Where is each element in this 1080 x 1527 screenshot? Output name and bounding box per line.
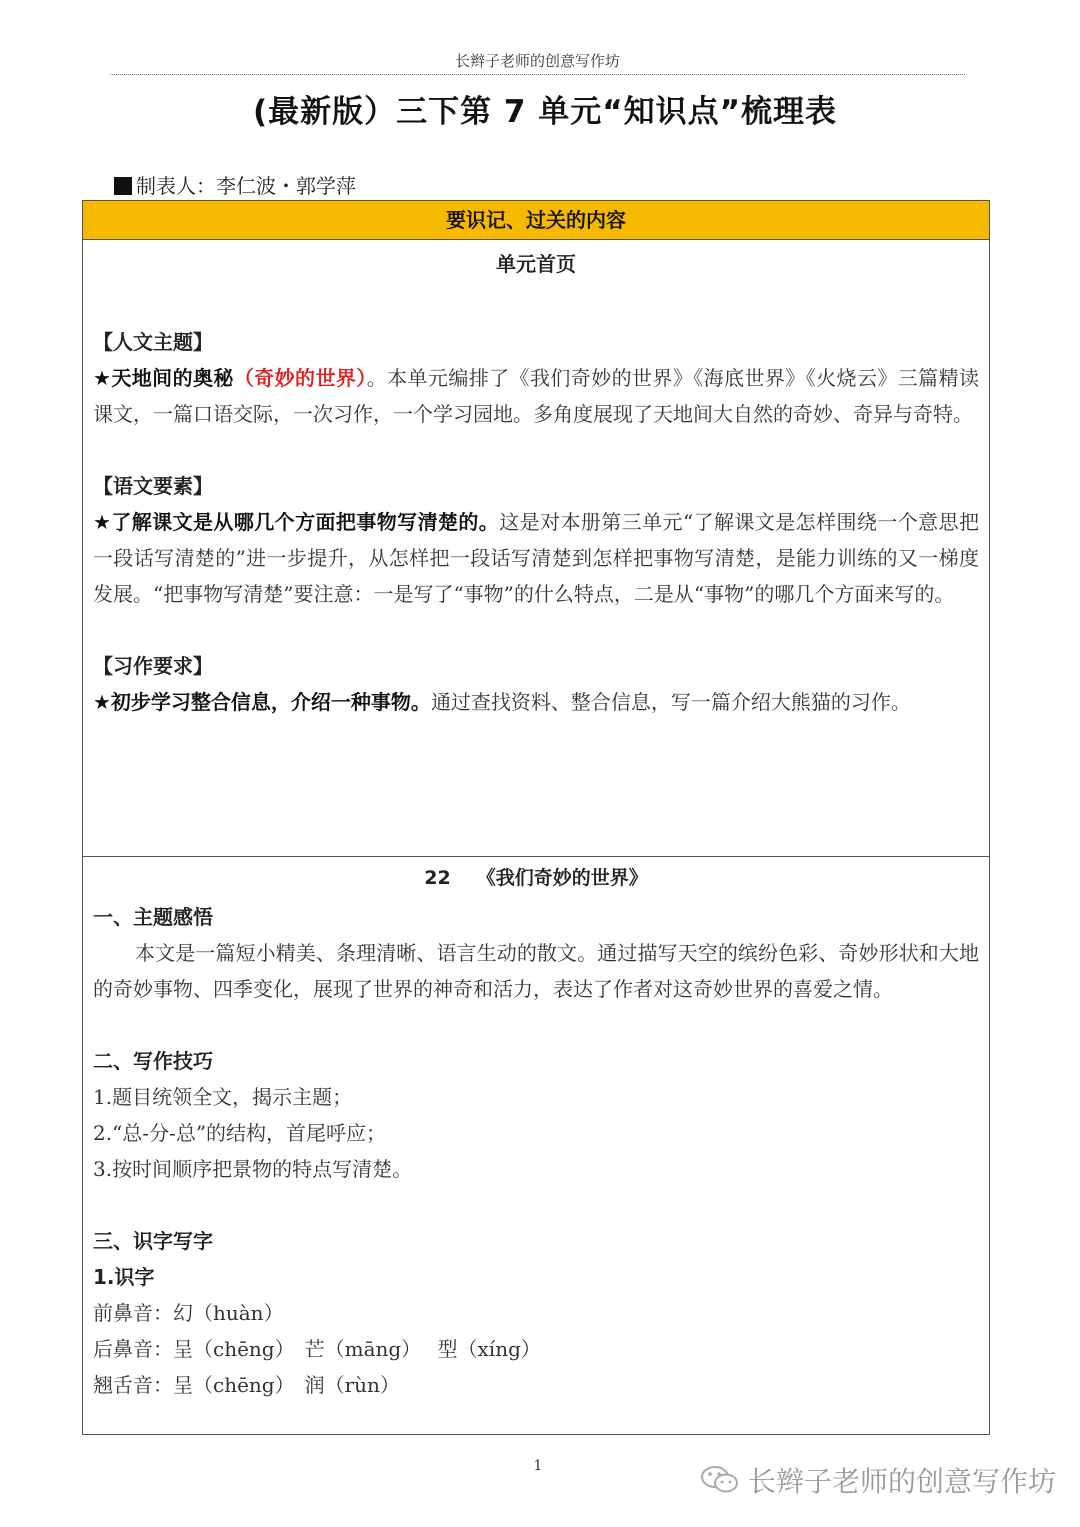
lesson-section — [83, 857, 989, 1403]
theme-lead: ★天地间的奥秘 — [93, 366, 234, 390]
lesson-title — [93, 857, 979, 899]
table-header-bar: 要识记、过关的内容 — [83, 201, 989, 240]
page-number: 1 — [533, 1458, 543, 1474]
theme-red: （奇妙的世界） — [233, 366, 367, 390]
literacy-subheading: 1.识字 — [93, 1265, 155, 1289]
lesson-name: 《我们奇妙的世界》 — [476, 867, 648, 889]
writing-paragraph — [93, 684, 979, 720]
theme-insight-heading: 一、主题感悟 — [93, 905, 213, 929]
language-lead: ★了解课文是从哪几个方面把事物写清楚的。 — [93, 510, 500, 534]
unit-home-section — [83, 240, 989, 857]
writing-skill-item: 1.题目统领全文，揭示主题； — [93, 1085, 353, 1109]
running-header: 长辫子老师的创意写作坊 — [110, 50, 965, 75]
lesson-number: 22 — [424, 867, 451, 889]
writing-heading: 【习作要求】 — [93, 654, 213, 678]
language-paragraph — [93, 504, 979, 612]
literacy-heading: 三、识字写字 — [93, 1229, 213, 1253]
watermark-text: 长辫子老师的创意写作坊 — [748, 1465, 1057, 1498]
language-heading: 【语文要素】 — [93, 474, 213, 498]
language-text: 这是对本册第三单元“了解课文是怎样围绕一个意思把一段话写清楚的”进一步提升，从怎样把一段话写清楚到怎样把事物写清楚，是能力训练的又一梯度发展。“把事物写清楚”要注意：一是写了“事物”的什么特点，二是从“事物”的哪几个方面来写的。 — [93, 510, 979, 606]
pronunciation-line: 前鼻音：幻（huàn） — [93, 1301, 284, 1325]
watermark — [700, 1460, 1056, 1500]
makers-text: 制表人：李仁波・郭学萍 — [136, 174, 356, 198]
knowledge-table — [82, 200, 990, 1435]
unit-home-title: 单元首页 — [496, 252, 576, 276]
writing-skill-item: 2.“总-分-总”的结构，首尾呼应； — [93, 1121, 387, 1145]
pronunciation-line: 后鼻音：呈（chēng） 芒（māng） 型（xíng） — [93, 1337, 541, 1361]
writing-skill-item: 3.按时间顺序把景物的特点写清楚。 — [93, 1157, 413, 1181]
square-bullet-icon — [114, 177, 132, 195]
pronunciation-line: 翘舌音：呈（chēng） 润（rùn） — [93, 1373, 400, 1397]
writing-text: 通过查找资料、整合信息，写一篇介绍大熊猫的习作。 — [430, 690, 911, 714]
wechat-icon — [700, 1464, 740, 1496]
theme-heading: 【人文主题】 — [93, 330, 213, 354]
page-title: (最新版）三下第 7 单元“知识点”梳理表 — [252, 94, 838, 130]
writing-lead: ★初步学习整合信息，介绍一种事物。 — [93, 690, 431, 714]
makers-line — [114, 170, 356, 199]
writing-skills-heading: 二、写作技巧 — [93, 1049, 213, 1073]
theme-insight-text: 本文是一篇短小精美、条理清晰、语言生动的散文。通过描写天空的缤纷色彩、奇妙形状和大地的奇妙事物、四季变化，展现了世界的神奇和活力，表达了作者对这奇妙世界的喜爱之情。 — [93, 941, 979, 1001]
theme-text: 。本单元编排了《我们奇妙的世界》《海底世界》《火烧云》三篇精读课文，一篇口语交际，一次习作，一个学习园地。多角度展现了天地间大自然的奇妙、奇异与奇特。 — [93, 366, 980, 426]
theme-paragraph — [93, 360, 979, 432]
